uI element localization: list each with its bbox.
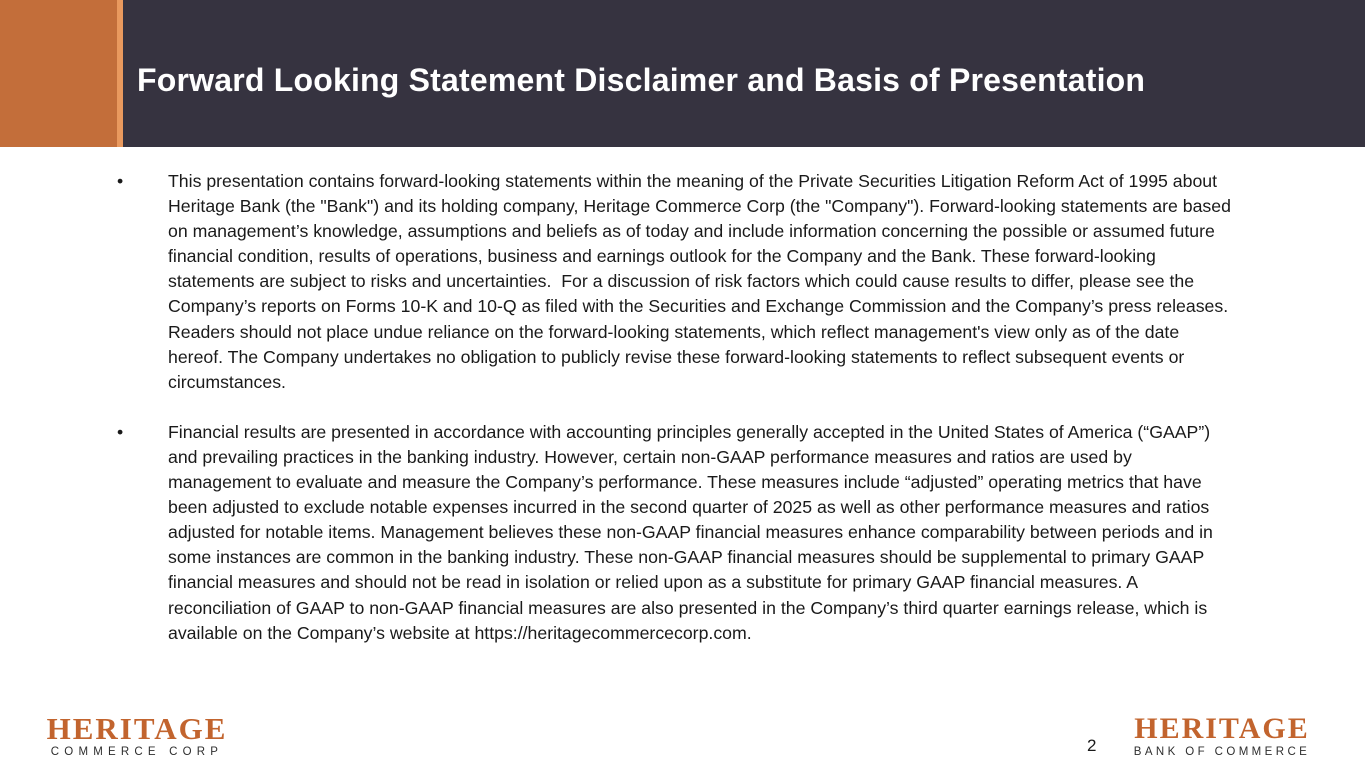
bullet-item-basis-of-presentation [117,420,1365,646]
heritage-bank-of-commerce-logo-subtitle: BANK OF COMMERCE [1133,745,1311,758]
heritage-bank-of-commerce-logo [1124,711,1320,759]
slide-title: Forward Looking Statement Disclaimer and Basis of Presentation [137,62,1146,98]
header-title-bar [123,0,1365,147]
forward-looking-statement-text: This presentation contains forward-looking statements within the meaning of the Private Securities Litigation Reform Act of 1995 about Heritage Bank (the "Bank") and its holding company, Heritage Commerce Corp (the "Company"). Forward-looking statements are based on management’s knowledge, assumptions and beliefs as of today and include information concerning the possible or assumed future financial condition, results of operations, business and earnings outlook for the Company and the Bank. These forward-looking statements are subject to risks and uncertainties. For a discussion of risk factors which could cause results to differ, please see the Company’s reports on Forms 10-K and 10-Q as filed with the Securities and Exchange Commission and the Company’s press releases. Readers should not place undue reliance on the forward-looking statements, which reflect management's view only as of the date hereof. The Company undertakes no obligation to publicly revise these forward-looking statements to reflect subsequent events or circumstances. [168,171,1236,392]
heritage-commerce-corp-logo-subtitle: COMMERCE CORP [50,745,224,758]
basis-of-presentation-text: Financial results are presented in accordance with accounting principles generally accepted in the United States of America (“GAAP”) and prevailing practices in the banking industry. However, certain non-GAAP performance measures and ratios are used by management to evaluate and measure the Company’s performance. These measures include “adjusted” operating metrics that have been adjusted to exclude notable expenses incurred in the second quarter of 2025 as well as other performance measures and ratios adjusted for notable items. Management believes these non-GAAP financial measures enhance comparability between periods and in some instances are common in the banking industry. These non-GAAP financial measures should be supplemental to primary GAAP financial measures and should not be read in isolation or relied upon as a substitute for primary GAAP financial measures. A reconciliation of GAAP to non-GAAP financial measures are also presented in the Company’s third quarter earnings release, which is available on the Company’s website at https://heritagecommercecorp.com. [168,421,1220,643]
heritage-commerce-corp-logo-name: HERITAGE [46,710,228,746]
page-number: 2 [1087,736,1097,755]
heritage-bank-of-commerce-logo-name: HERITAGE [1134,711,1310,745]
bullet-marker: • [117,421,124,442]
bullet-item-forward-looking [117,169,1365,395]
bullet-marker: • [117,171,124,191]
header-accent-block [0,0,117,147]
slide-header [0,0,1365,147]
slide-body [0,147,1365,646]
heritage-commerce-corp-logo [35,710,239,759]
